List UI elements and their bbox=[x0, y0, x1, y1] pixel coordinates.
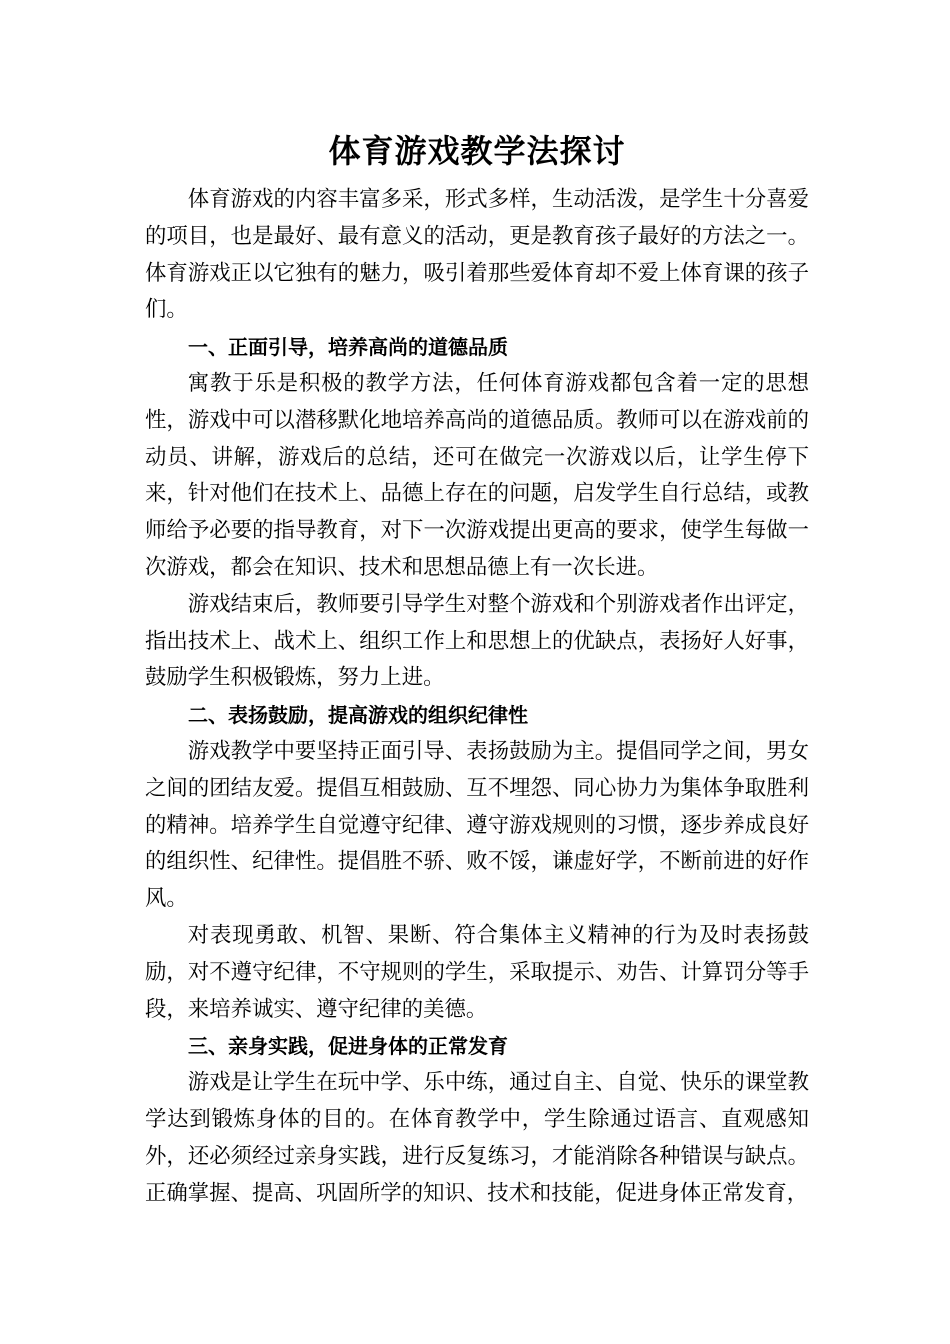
section-paragraph: 对表现勇敢、机智、果断、符合集体主义精神的行为及时表扬鼓励，对不遵守纪律，不守规则的学生，采取提示、劝告、计算罚分等手段，来培养诚实、遵守纪律的美德。 bbox=[145, 922, 809, 1022]
section-paragraph: 游戏结束后，教师要引导学生对整个游戏和个别游戏者作出评定，指出技术上、战术上、组织工作上和思想上的优缺点，表扬好人好事，鼓励学生积极锻炼，努力上进。 bbox=[145, 591, 809, 691]
section-2 bbox=[145, 697, 809, 1028]
section-3 bbox=[145, 1028, 809, 1212]
section-heading: 三、亲身实践，促进身体的正常发育 bbox=[188, 1034, 508, 1059]
intro-paragraph: 体育游戏的内容丰富多采，形式多样，生动活泼，是学生十分喜爱的项目，也是最好、最有意义的活动，更是教育孩子最好的方法之一。体育游戏正以它独有的魅力，吸引着那些爱体育却不爱上体育课的孩子们。 bbox=[145, 187, 809, 323]
document-page bbox=[145, 120, 809, 1212]
section-1 bbox=[145, 329, 809, 697]
document-title: 体育游戏教学法探讨 bbox=[328, 132, 626, 170]
section-heading: 一、正面引导，培养高尚的道德品质 bbox=[188, 335, 508, 360]
section-heading: 二、表扬鼓励，提高游戏的组织纪律性 bbox=[188, 703, 528, 728]
section-paragraph: 寓教于乐是积极的教学方法，任何体育游戏都包含着一定的思想性，游戏中可以潜移默化地培养高尚的道德品质。教师可以在游戏前的动员、讲解，游戏后的总结，还可在做完一次游戏以后，让学生停下来，针对他们在技术上、品德上存在的问题，启发学生自行总结，或教师给予必要的指导教育，对下一次游戏提出更高的要求，使学生每做一次游戏，都会在知识、技术和思想品德上有一次长进。 bbox=[145, 370, 809, 580]
section-paragraph: 游戏是让学生在玩中学、乐中练，通过自主、自觉、快乐的课堂教学达到锻炼身体的目的。在体育教学中，学生除通过语言、直观感知外，还必须经过亲身实践，进行反复练习，才能消除各种错误与缺点。正确掌握、提高、巩固所学的知识、技术和技能，促进身体正常发育， bbox=[145, 1070, 809, 1206]
section-paragraph: 游戏教学中要坚持正面引导、表扬鼓励为主。提倡同学之间，男女之间的团结友爱。提倡互相鼓励、互不埋怨、同心协力为集体争取胜利的精神。培养学生自觉遵守纪律、遵守游戏规则的习惯，逐步养成良好的组织性、纪律性。提倡胜不骄、败不馁，谦虚好学，不断前进的好作风。 bbox=[145, 738, 809, 912]
